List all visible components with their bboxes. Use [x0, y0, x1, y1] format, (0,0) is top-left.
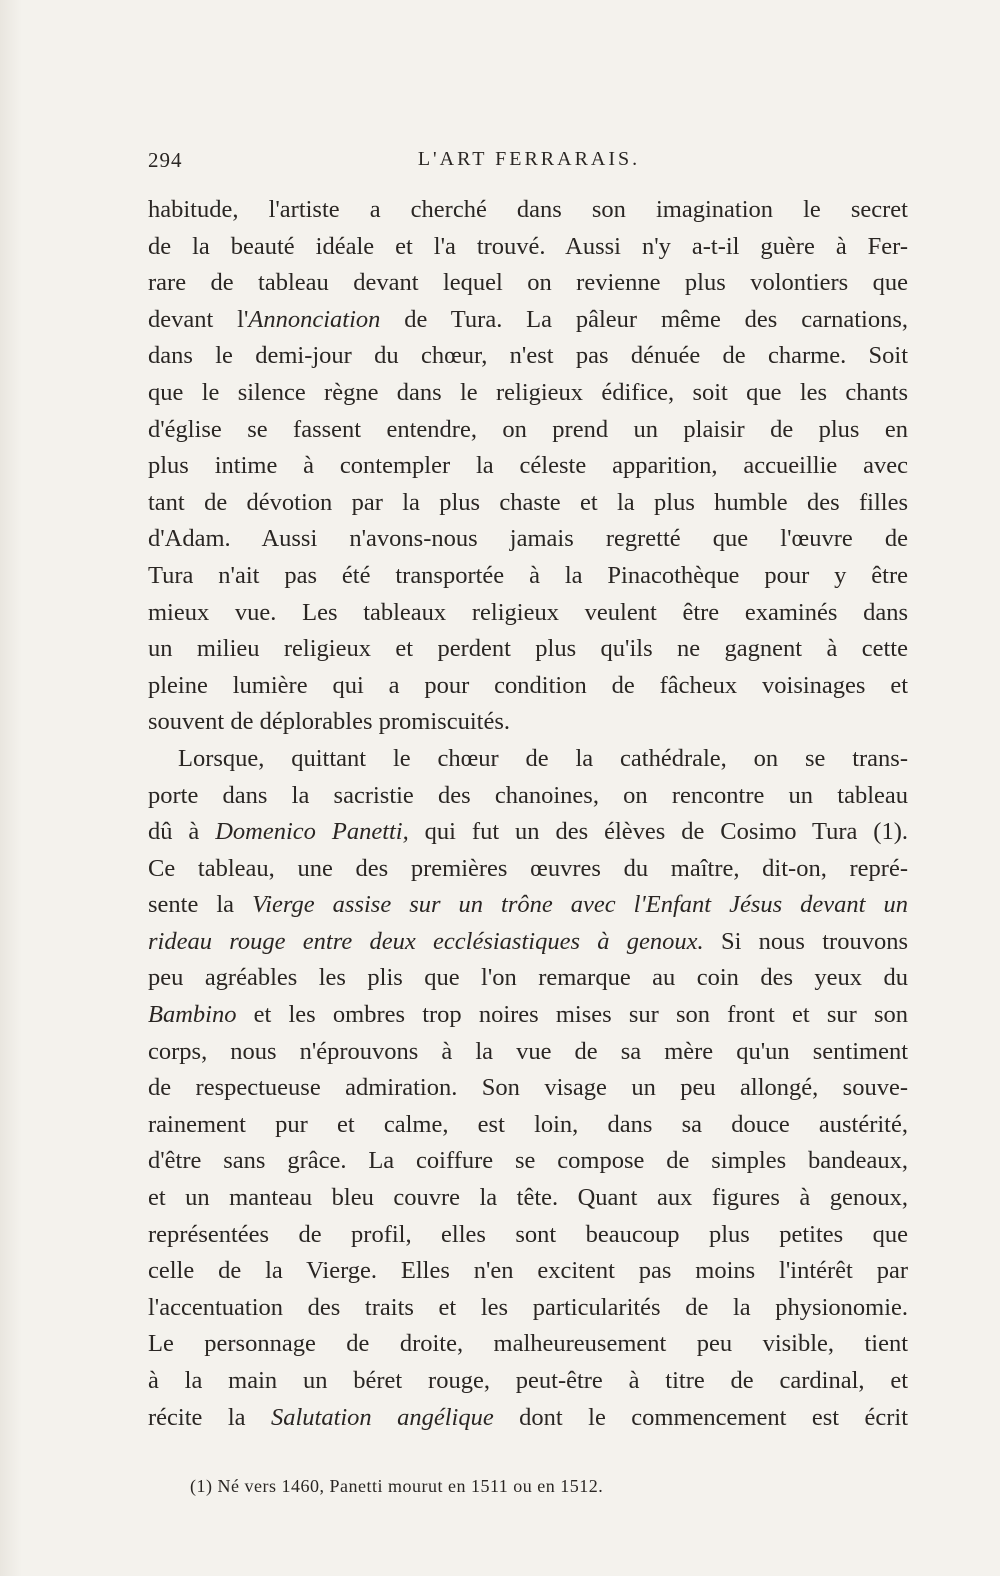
page-gutter-shadow — [0, 0, 22, 1576]
text-line: Ce tableau, une des premières œuvres du maître, dit-on, repré- — [148, 854, 908, 882]
italic-title: Salutation angélique — [270, 1403, 494, 1431]
text-line: que le silence règne dans le religieux édifice, soit que les chants — [148, 378, 908, 406]
text-line: d'église se fassent entendre, on prend un plaisir de plus en — [148, 415, 908, 443]
italic-title: rideau rouge entre deux ecclésiastiques à genoux. — [148, 927, 704, 955]
text-line: d'être sans grâce. La coiffure se compose de simples bandeaux, — [148, 1147, 908, 1175]
text-run: qui fut un des élèves de Cosimo Tura (1). — [408, 818, 908, 846]
text-line — [148, 814, 908, 851]
text-line: habitude, l'artiste a cherché dans son imagination le secret — [148, 196, 908, 223]
text-line: un milieu religieux et perdent plus qu'ils ne gagnent à cette — [148, 635, 908, 663]
text-line: Lorsque, quittant le chœur de la cathédrale, on se trans- — [178, 744, 908, 772]
text-line: l'accentuation des traits et les particularités de la physionomie. — [148, 1293, 908, 1321]
italic-term: Bambino — [148, 1001, 237, 1029]
text-line: Tura n'ait pas été transportée à la Pinacothèque pour y être — [148, 561, 908, 589]
text-line — [148, 997, 908, 1034]
text-run: récite la — [148, 1403, 271, 1431]
text-run: sente la — [148, 891, 253, 919]
text-run: devant l' — [148, 305, 249, 333]
text-line: dans le demi-jour du chœur, n'est pas dénuée de charme. Soit — [148, 342, 908, 370]
text-line: souvent de déplorables promiscuités. — [148, 708, 510, 736]
text-line: de la beauté idéale et l'a trouvé. Aussi n'y a-t-il guère à Fer- — [148, 232, 908, 260]
page-number: 294 — [148, 148, 183, 172]
text-line: tant de dévotion par la plus chaste et la plus humble des filles — [148, 488, 908, 516]
text-line — [148, 302, 908, 339]
text-run: et les ombres trop noires mises sur son front et sur son — [236, 1001, 908, 1029]
page-header — [148, 148, 910, 182]
text-run: de Tura. La pâleur même des carnations, — [380, 305, 908, 333]
text-line — [148, 1400, 908, 1437]
text-run: dû à — [148, 818, 216, 846]
text-line: Le personnage de droite, malheureusement peu visible, tient — [148, 1330, 908, 1358]
italic-title: Vierge assise sur un trône avec l'Enfant Jésus devant un — [252, 891, 908, 919]
text-line — [148, 924, 908, 961]
body-text — [148, 192, 908, 1436]
italic-title: Annonciation — [248, 305, 381, 333]
text-line: porte dans la sacristie des chanoines, on rencontre un tableau — [148, 781, 908, 809]
text-line: peu agréables les plis que l'on remarque au coin des yeux du — [148, 964, 908, 992]
text-run: dont le commencement est écrit — [493, 1403, 908, 1431]
text-line: celle de la Vierge. Elles n'en excitent pas moins l'intérêt par — [148, 1257, 908, 1285]
text-line: corps, nous n'éprouvons à la vue de sa mère qu'un sentiment — [148, 1037, 908, 1065]
text-line: plus intime à contempler la céleste apparition, accueillie avec — [148, 452, 908, 480]
text-line: de respectueuse admiration. Son visage un peu allongé, souve- — [148, 1074, 908, 1102]
text-line: et un manteau bleu couvre la tête. Quant aux figures à genoux, — [148, 1184, 908, 1212]
text-run: Si nous trouvons — [703, 927, 908, 955]
footnote: (1) Né vers 1460, Panetti mourut en 1511 ou en 1512. — [190, 1476, 604, 1496]
text-line: rainement pur et calme, est loin, dans sa douce austérité, — [148, 1110, 908, 1138]
running-title: L'ART FERRARAIS. — [417, 148, 641, 170]
text-line: d'Adam. Aussi n'avons-nous jamais regretté que l'œuvre de — [148, 525, 908, 553]
text-line: à la main un béret rouge, peut-être à titre de cardinal, et — [148, 1367, 908, 1394]
italic-name: Domenico Panetti, — [215, 818, 409, 846]
text-line: mieux vue. Les tableaux religieux veulent être examinés dans — [148, 598, 908, 626]
text-line: représentées de profil, elles sont beaucoup plus petites que — [148, 1220, 908, 1248]
text-line: pleine lumière qui a pour condition de fâcheux voisinages et — [148, 671, 908, 699]
text-line — [148, 887, 908, 924]
text-line: rare de tableau devant lequel on revienne plus volontiers que — [148, 269, 908, 297]
